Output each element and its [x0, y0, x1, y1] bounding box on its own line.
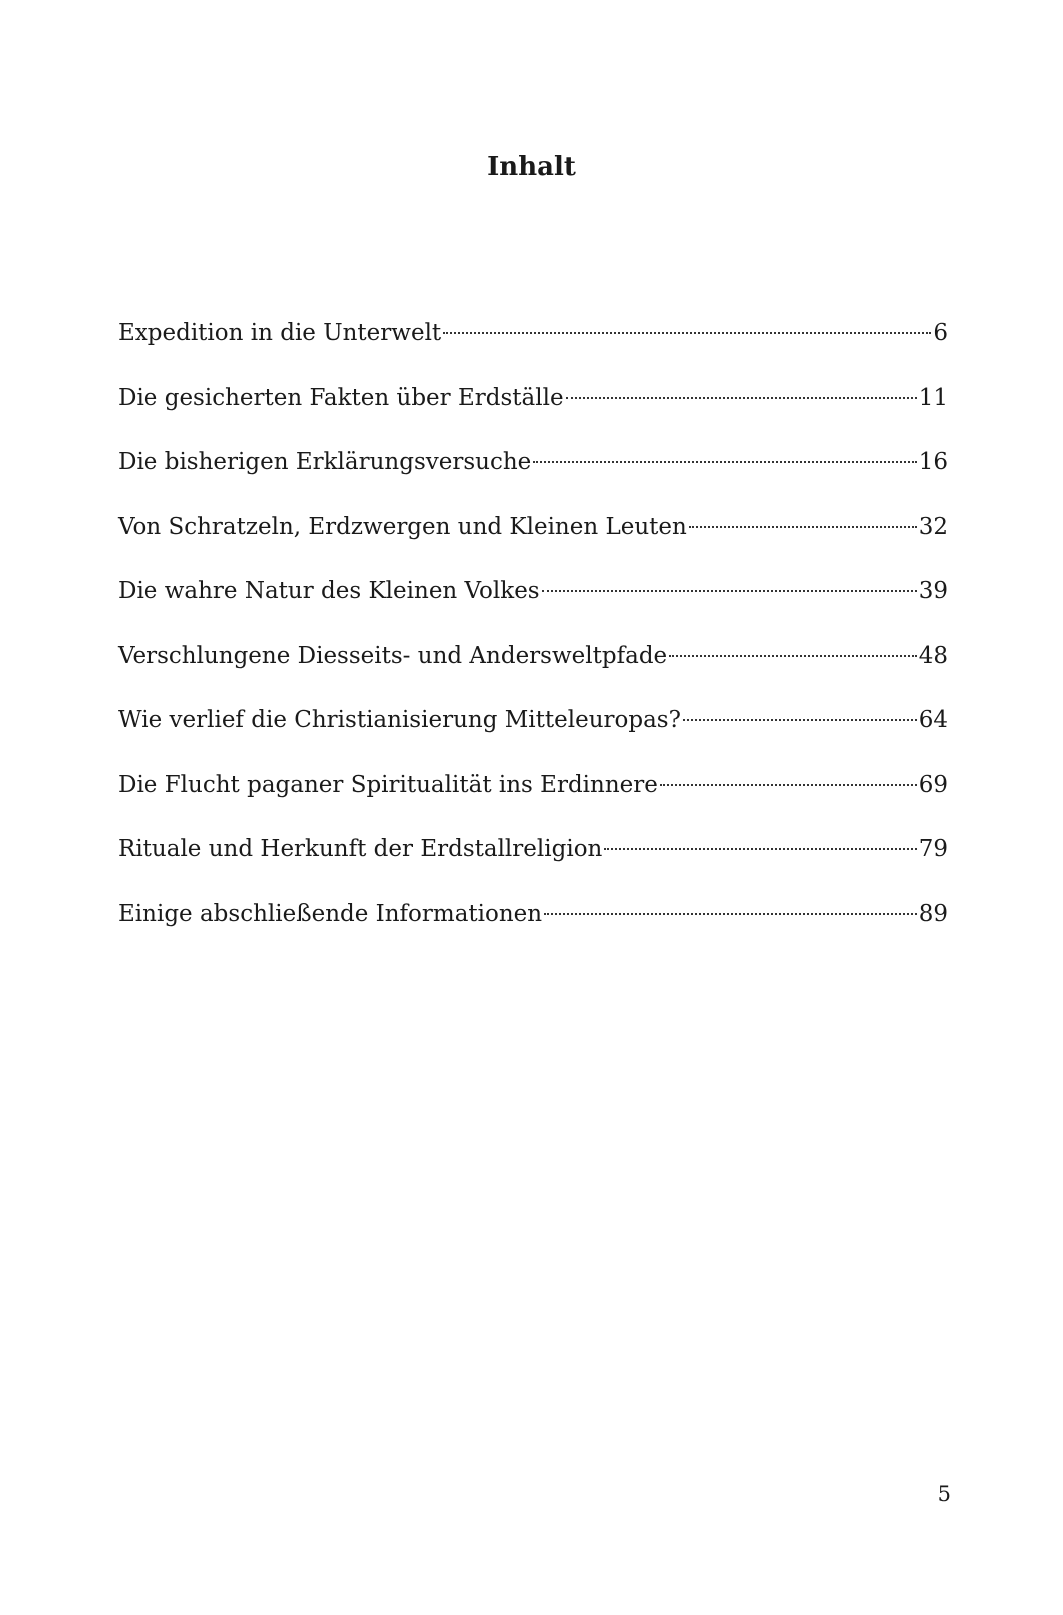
toc-entry	[118, 576, 948, 641]
toc-dot-leader	[669, 655, 917, 657]
toc-dot-leader	[604, 848, 916, 850]
toc-dot-leader	[544, 913, 917, 915]
toc-dot-leader	[443, 332, 931, 334]
toc-dot-leader	[683, 719, 917, 721]
toc-dot-leader	[542, 590, 917, 592]
toc-entry-page: 6	[933, 320, 948, 346]
toc-entry-page: 11	[918, 384, 948, 411]
toc-dot-leader	[566, 397, 917, 399]
toc-dot-leader	[689, 526, 917, 528]
toc-entry-title: Verschlungene Diesseits- und Andersweltpfade	[118, 642, 668, 669]
toc-entry-page: 16	[918, 449, 948, 475]
toc-entry-page: 64	[918, 707, 948, 733]
toc-entry-page: 79	[918, 836, 948, 862]
toc-entry-page: 32	[918, 513, 948, 540]
toc-entry-page: 69	[918, 771, 948, 798]
toc-dot-leader	[660, 784, 917, 786]
toc-dot-leader	[533, 461, 916, 463]
toc-entry-title: Die Flucht paganer Spiritualität ins Erdinnere	[118, 771, 658, 798]
toc-entry-title: Die wahre Natur des Kleinen Volkes	[118, 578, 540, 604]
toc-entry	[118, 512, 948, 577]
toc-entry	[118, 447, 948, 512]
toc-entry-title: Von Schratzeln, Erdzwergen und Kleinen Leuten	[118, 513, 687, 540]
toc-entry	[118, 899, 948, 964]
page-title: Inhalt	[487, 152, 576, 182]
toc-entry	[118, 834, 948, 899]
toc-entry	[118, 383, 948, 448]
toc-entry-title: Rituale und Herkunft der Erdstallreligion	[118, 836, 603, 862]
toc-entry-title: Die bisherigen Erklärungsversuche	[118, 449, 532, 475]
toc-entry-title: Expedition in die Unterwelt	[118, 320, 442, 346]
toc-entry-title: Wie verlief die Christianisierung Mitteleuropas?	[118, 707, 681, 733]
toc-entry-page: 48	[918, 642, 948, 669]
toc-entry	[118, 705, 948, 770]
table-of-contents	[118, 318, 948, 963]
toc-entry	[118, 318, 948, 383]
toc-entry-title: Die gesicherten Fakten über Erdställe	[118, 384, 564, 411]
toc-entry-page: 39	[918, 578, 948, 604]
page-number: 5	[937, 1482, 951, 1506]
toc-entry-title: Einige abschließende Informationen	[118, 900, 543, 927]
toc-entry	[118, 770, 948, 835]
toc-entry-page: 89	[918, 900, 948, 927]
toc-entry	[118, 641, 948, 706]
